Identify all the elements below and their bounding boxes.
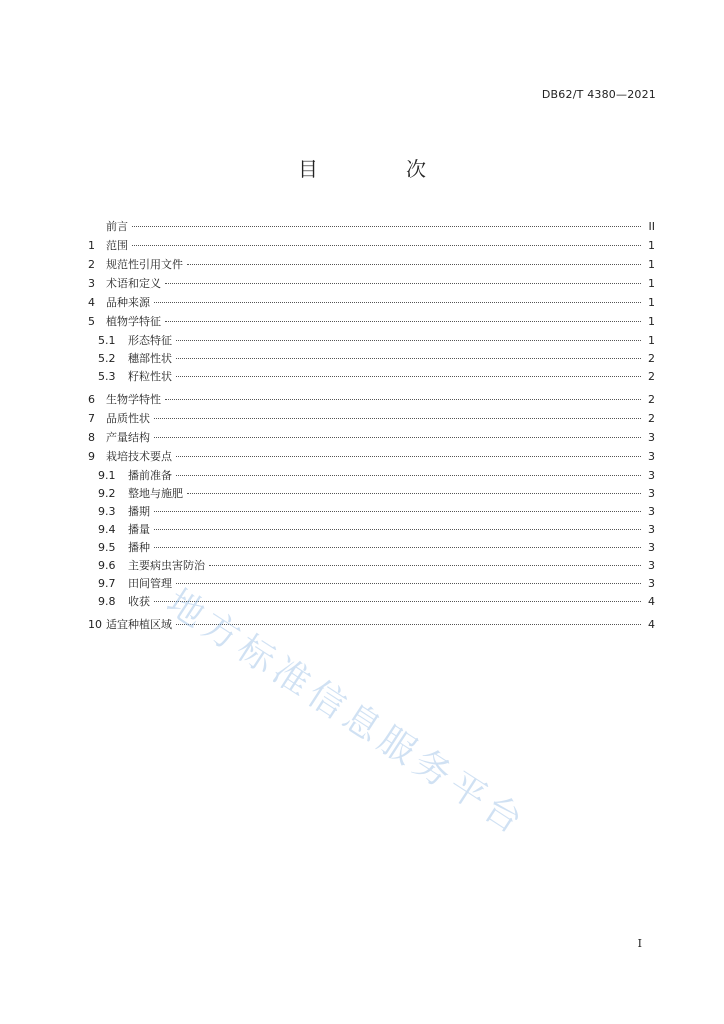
toc-entry[interactable]: [88, 485, 655, 503]
toc-entry-title: 田间管理: [128, 577, 172, 590]
toc-entry-title: 术语和定义: [106, 277, 161, 290]
toc-leader-dots: [187, 264, 641, 265]
toc-entry-page: 1: [648, 315, 655, 328]
toc-title: 目 次: [298, 157, 460, 181]
toc-entry-number: 9.1: [98, 469, 116, 482]
toc-entry[interactable]: [88, 275, 655, 294]
toc-entry-number: 6: [88, 393, 95, 406]
toc-entry-title: 整地与施肥: [128, 487, 183, 500]
toc-entry-number: 5.2: [98, 352, 116, 365]
toc-entry-title: 播期: [128, 505, 150, 518]
toc-entry[interactable]: [88, 332, 655, 350]
toc-leader-dots: [154, 437, 641, 438]
toc-entry-title: 前言: [106, 220, 128, 233]
toc-leader-dots: [176, 583, 641, 584]
toc-entry-title: 栽培技术要点: [106, 450, 172, 463]
toc-entry-title: 籽粒性状: [128, 370, 172, 383]
toc-entry[interactable]: [88, 448, 655, 467]
toc-entry-number: 5.3: [98, 370, 116, 383]
toc-leader-dots: [154, 511, 641, 512]
toc-entry-title: 形态特征: [128, 334, 172, 347]
toc-entry-number: 7: [88, 412, 95, 425]
toc-entry-page: 1: [648, 239, 655, 252]
toc-entry-page: 2: [648, 393, 655, 406]
toc-entry[interactable]: [88, 350, 655, 368]
toc-entry-title: 主要病虫害防治: [128, 559, 205, 572]
toc-entry-number: 9.7: [98, 577, 116, 590]
toc-entry-page: II: [648, 220, 655, 233]
toc-entry-page: 3: [648, 469, 655, 482]
toc-entry-title: 生物学特性: [106, 393, 161, 406]
toc-leader-dots: [176, 376, 641, 377]
toc-entry-page: 3: [648, 505, 655, 518]
toc-entry-number: 1: [88, 239, 95, 252]
toc-entry-title: 产量结构: [106, 431, 150, 444]
toc-entry-number: 5: [88, 315, 95, 328]
toc-entry-title: 范围: [106, 239, 128, 252]
watermark: 地方标准信息服务平台: [159, 581, 534, 845]
toc-entry-page: 1: [648, 296, 655, 309]
toc-entry-page: 1: [648, 277, 655, 290]
toc-entry-page: 3: [648, 431, 655, 444]
toc-entry-title: 品种来源: [106, 296, 150, 309]
toc-leader-dots: [165, 399, 641, 400]
toc-entry-page: 4: [648, 618, 655, 631]
toc-entry-number: 3: [88, 277, 95, 290]
toc-entry-page: 3: [648, 541, 655, 554]
toc-entry-title: 播前准备: [128, 469, 172, 482]
toc-entry-number: 9.2: [98, 487, 116, 500]
toc-leader-dots: [176, 340, 641, 341]
toc-entry[interactable]: [88, 539, 655, 557]
toc-leader-dots: [132, 226, 641, 227]
toc-leader-dots: [176, 358, 641, 359]
toc-entry-number: 9.4: [98, 523, 116, 536]
toc-entry[interactable]: [88, 313, 655, 332]
toc-entry-title: 植物学特征: [106, 315, 161, 328]
toc-entry-title: 穗部性状: [128, 352, 172, 365]
toc-entry-number: 9.8: [98, 595, 116, 608]
toc-entry-page: 3: [648, 487, 655, 500]
toc-leader-dots: [154, 418, 641, 419]
toc-entry[interactable]: [88, 503, 655, 521]
toc-entry-page: 3: [648, 450, 655, 463]
toc-leader-dots: [154, 529, 641, 530]
toc-entry[interactable]: [88, 237, 655, 256]
toc-entry-page: 4: [648, 595, 655, 608]
toc-leader-dots: [132, 245, 641, 246]
toc-entry-page: 3: [648, 523, 655, 536]
toc-leader-dots: [154, 547, 641, 548]
toc-entry[interactable]: [88, 294, 655, 313]
toc-entry-title: 适宜种植区域: [106, 618, 172, 631]
toc-entry[interactable]: [88, 410, 655, 429]
toc-entry-page: 2: [648, 352, 655, 365]
toc-entry-number: 5.1: [98, 334, 116, 347]
page-number: I: [637, 937, 642, 950]
toc-entry-page: 3: [648, 559, 655, 572]
toc-entry[interactable]: [88, 391, 655, 410]
toc-entry-number: 9.6: [98, 559, 116, 572]
toc-entry-page: 1: [648, 334, 655, 347]
toc-entry[interactable]: [88, 368, 655, 386]
toc-entry-number: 9: [88, 450, 95, 463]
toc-entry-title: 收获: [128, 595, 150, 608]
toc-entry-page: 1: [648, 258, 655, 271]
toc-entry-number: 8: [88, 431, 95, 444]
toc-leader-dots: [165, 321, 641, 322]
toc-entry-title: 规范性引用文件: [106, 258, 183, 271]
toc-leader-dots: [176, 475, 641, 476]
document-code: DB62/T 4380—2021: [541, 88, 656, 101]
toc-entry-number: 9.5: [98, 541, 116, 554]
toc-entry[interactable]: [88, 218, 655, 237]
toc-entry-title: 播量: [128, 523, 150, 536]
toc-entry[interactable]: [88, 521, 655, 539]
toc-entry-page: 3: [648, 577, 655, 590]
toc-entry-page: 2: [648, 412, 655, 425]
toc-entry-title: 播种: [128, 541, 150, 554]
toc-entry[interactable]: [88, 256, 655, 275]
toc-leader-dots: [176, 456, 641, 457]
toc-leader-dots: [187, 493, 641, 494]
toc-leader-dots: [209, 565, 641, 566]
toc-entry[interactable]: [88, 467, 655, 485]
toc-entry[interactable]: [88, 575, 655, 593]
toc-entry[interactable]: [88, 429, 655, 448]
toc-entry-title: 品质性状: [106, 412, 150, 425]
table-of-contents: [88, 218, 655, 635]
toc-entry-number: 2: [88, 258, 95, 271]
toc-leader-dots: [165, 283, 641, 284]
toc-entry-number: 4: [88, 296, 95, 309]
toc-entry-number: 9.3: [98, 505, 116, 518]
toc-entry-page: 2: [648, 370, 655, 383]
toc-entry[interactable]: [88, 557, 655, 575]
toc-entry-number: 10: [88, 618, 102, 631]
toc-leader-dots: [154, 302, 641, 303]
